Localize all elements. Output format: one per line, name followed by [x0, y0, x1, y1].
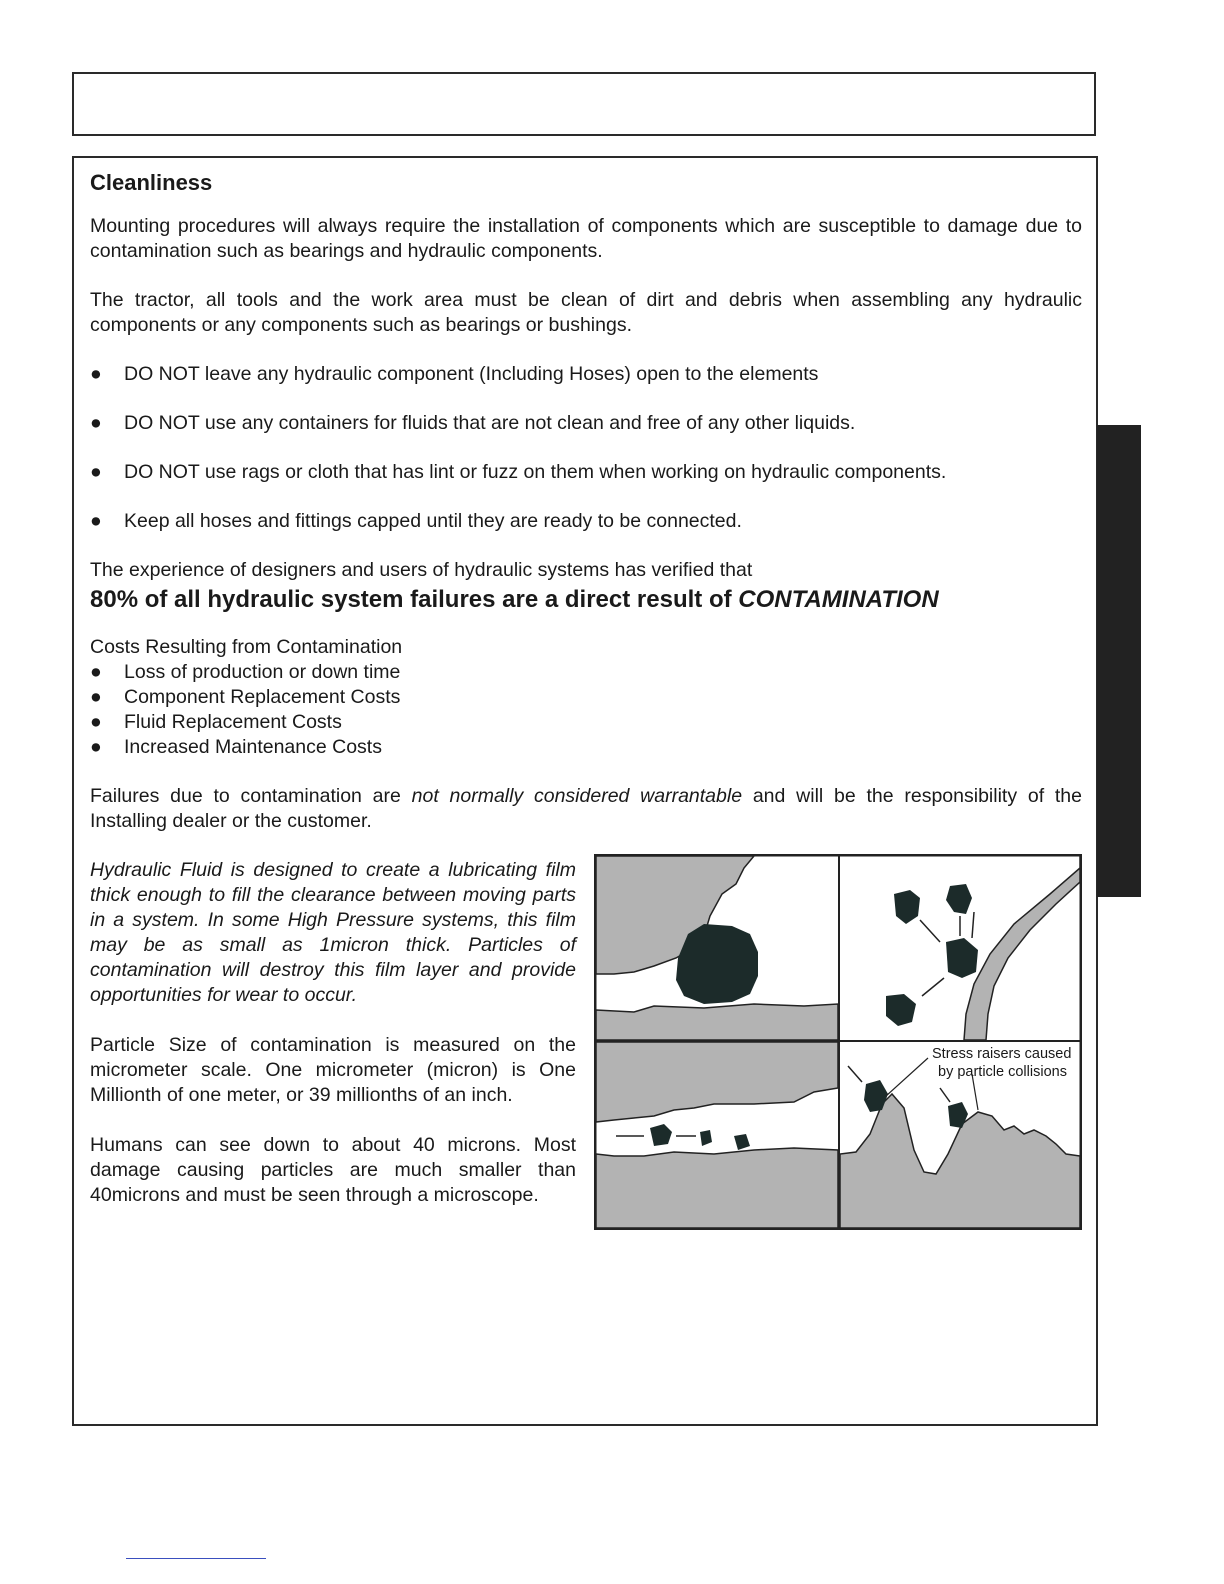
bullet-icon: ●: [90, 461, 102, 483]
experience-line: The experience of designers and users of hydraulic systems has verified that: [90, 559, 753, 581]
section-title: Cleanliness: [90, 170, 213, 195]
bullet-icon: ●: [90, 711, 102, 733]
footer-link-underline[interactable]: [126, 1558, 266, 1559]
headline-emphasis: CONTAMINATION: [738, 586, 939, 613]
warranty-text-post: and will be the responsibility of the Installing dealer or the customer.: [90, 785, 1082, 832]
rule-item: [90, 509, 1082, 534]
rule-item: [90, 362, 1082, 387]
header-box: [72, 72, 1096, 136]
contamination-headline: [90, 585, 1082, 615]
section-tab: [1097, 425, 1141, 897]
rule-text: DO NOT use any containers for fluids that are not clean and free of any other liquids.: [124, 412, 856, 434]
details-text: [90, 858, 576, 1230]
cost-text: Loss of production or down time: [124, 661, 401, 683]
cost-text: Fluid Replacement Costs: [124, 711, 342, 733]
cost-text: Increased Maintenance Costs: [124, 736, 382, 758]
visibility-paragraph: Humans can see down to about 40 microns. Most damage causing particles are much smaller than 40microns and must be seen through a microscope.: [90, 1134, 576, 1206]
intro-paragraph-2: The tractor, all tools and the work area must be clean of dirt and debris when assembling any hydraulic components or any components such as bearings or bushings.: [90, 289, 1082, 336]
costs-heading: Costs Resulting from Contamination: [90, 636, 403, 658]
bullet-icon: ●: [90, 363, 102, 385]
bullet-icon: ●: [90, 736, 102, 758]
stress-label-line2: by particle collisions: [938, 1064, 1067, 1080]
intro-paragraph-1: Mounting procedures will always require the installation of components which are susceptible to damage due to contamination such as bearings and hydraulic components.: [90, 215, 1082, 262]
warranty-text-pre: Failures due to contamination are: [90, 785, 412, 807]
large-particle: [676, 924, 758, 1004]
cleanliness-section: [90, 166, 1082, 1230]
fluid-paragraph: Hydraulic Fluid is designed to create a lubricating film thick enough to fill the clearance between moving parts in a system. In some High Pressure systems, this film may be as small as 1micron thick. Particles of contamination will destroy this film layer and provide opportunities for wear to occur.: [90, 859, 576, 1006]
warranty-paragraph: [90, 784, 1082, 834]
rule-text: DO NOT use rags or cloth that has lint or fuzz on them when working on hydraulic components.: [124, 461, 947, 483]
bullet-icon: ●: [90, 510, 102, 532]
stress-label-line1: Stress raisers caused: [932, 1046, 1072, 1062]
rule-text: DO NOT leave any hydraulic component (Including Hoses) open to the elements: [124, 363, 819, 385]
cost-item: [90, 685, 1082, 710]
cost-text: Component Replacement Costs: [124, 686, 401, 708]
cost-item: [90, 660, 1082, 685]
contamination-illustration: [594, 854, 1082, 1230]
cost-item: [90, 710, 1082, 735]
rule-item: [90, 460, 1082, 485]
bullet-icon: ●: [90, 412, 102, 434]
details-columns: [90, 858, 1082, 1230]
bullet-icon: ●: [90, 661, 102, 683]
bullet-icon: ●: [90, 686, 102, 708]
particle-size-paragraph: Particle Size of contamination is measured on the micrometer scale. One micrometer (micron) is One Millionth of one meter, or 39 millionths of an inch.: [90, 1034, 576, 1106]
rule-item: [90, 411, 1082, 436]
rule-text: Keep all hoses and fittings capped until they are ready to be connected.: [124, 510, 742, 532]
cost-item: [90, 735, 1082, 760]
headline-text: 80% of all hydraulic system failures are a direct result of: [90, 586, 739, 613]
warranty-emphasis: not normally considered warrantable: [411, 785, 743, 807]
